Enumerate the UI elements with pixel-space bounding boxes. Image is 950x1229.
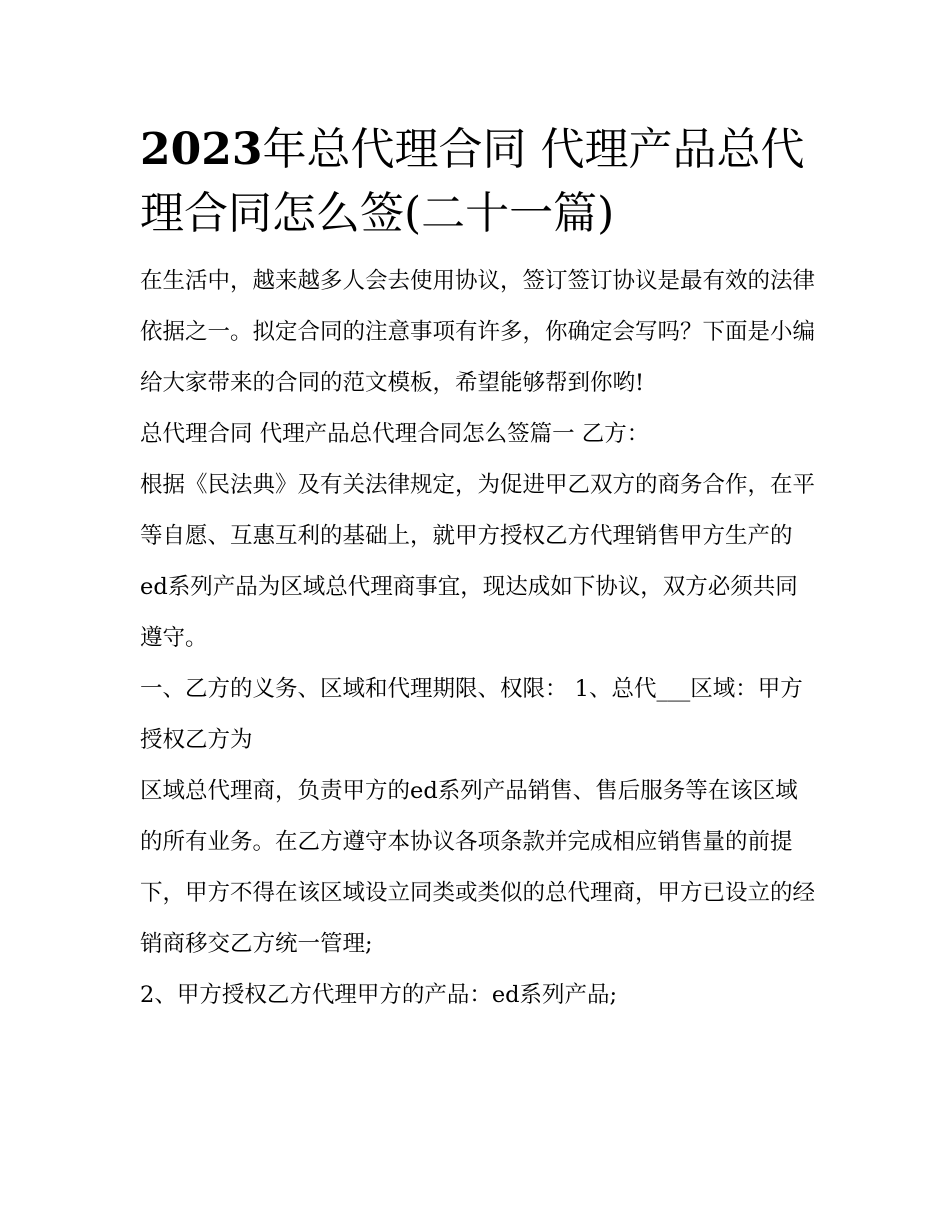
clause-2: 2、甲方授权乙方代理甲方的产品：ed系列产品; — [140, 982, 618, 1008]
preamble-paragraph: 根据《民法典》及有关法律规定，为促进甲乙双方的商务合作，在平等自愿、互惠互利的基础上，就甲方授权乙方代理销售甲方生产的ed系列产品为区域总代理商事宜，现达成如下协议，双方必须共同遵守。 — [140, 472, 816, 651]
clause-1-body: 区域总代理商，负责甲方的ed系列产品销售、售后服务等在该区域的所有业务。在乙方遵守本协议各项条款并完成相应销售量的前提下，甲方不得在该区域设立同类或类似的总代理商，甲方已设立的经销商移交乙方统一管理; — [140, 778, 816, 957]
clause-1-heading: 一、乙方的义务、区域和代理期限、权限： 1、总代___区域：甲方授权乙方为 — [140, 676, 803, 753]
document-body — [140, 118, 820, 1021]
intro-paragraph: 在生活中，越来越多人会去使用协议，签订签订协议是最有效的法律依据之一。拟定合同的注意事项有许多，你确定会写吗？下面是小编给大家带来的合同的范文模板，希望能够帮到你哟! — [140, 268, 816, 396]
section-heading: 总代理合同 代理产品总代理合同怎么签篇一 乙方： — [140, 421, 650, 447]
title-year: 2023 — [140, 124, 263, 175]
document-title — [140, 118, 820, 246]
title-text: 年总代理合同 代理产品总代理合同怎么签(二十一篇) — [140, 124, 805, 239]
